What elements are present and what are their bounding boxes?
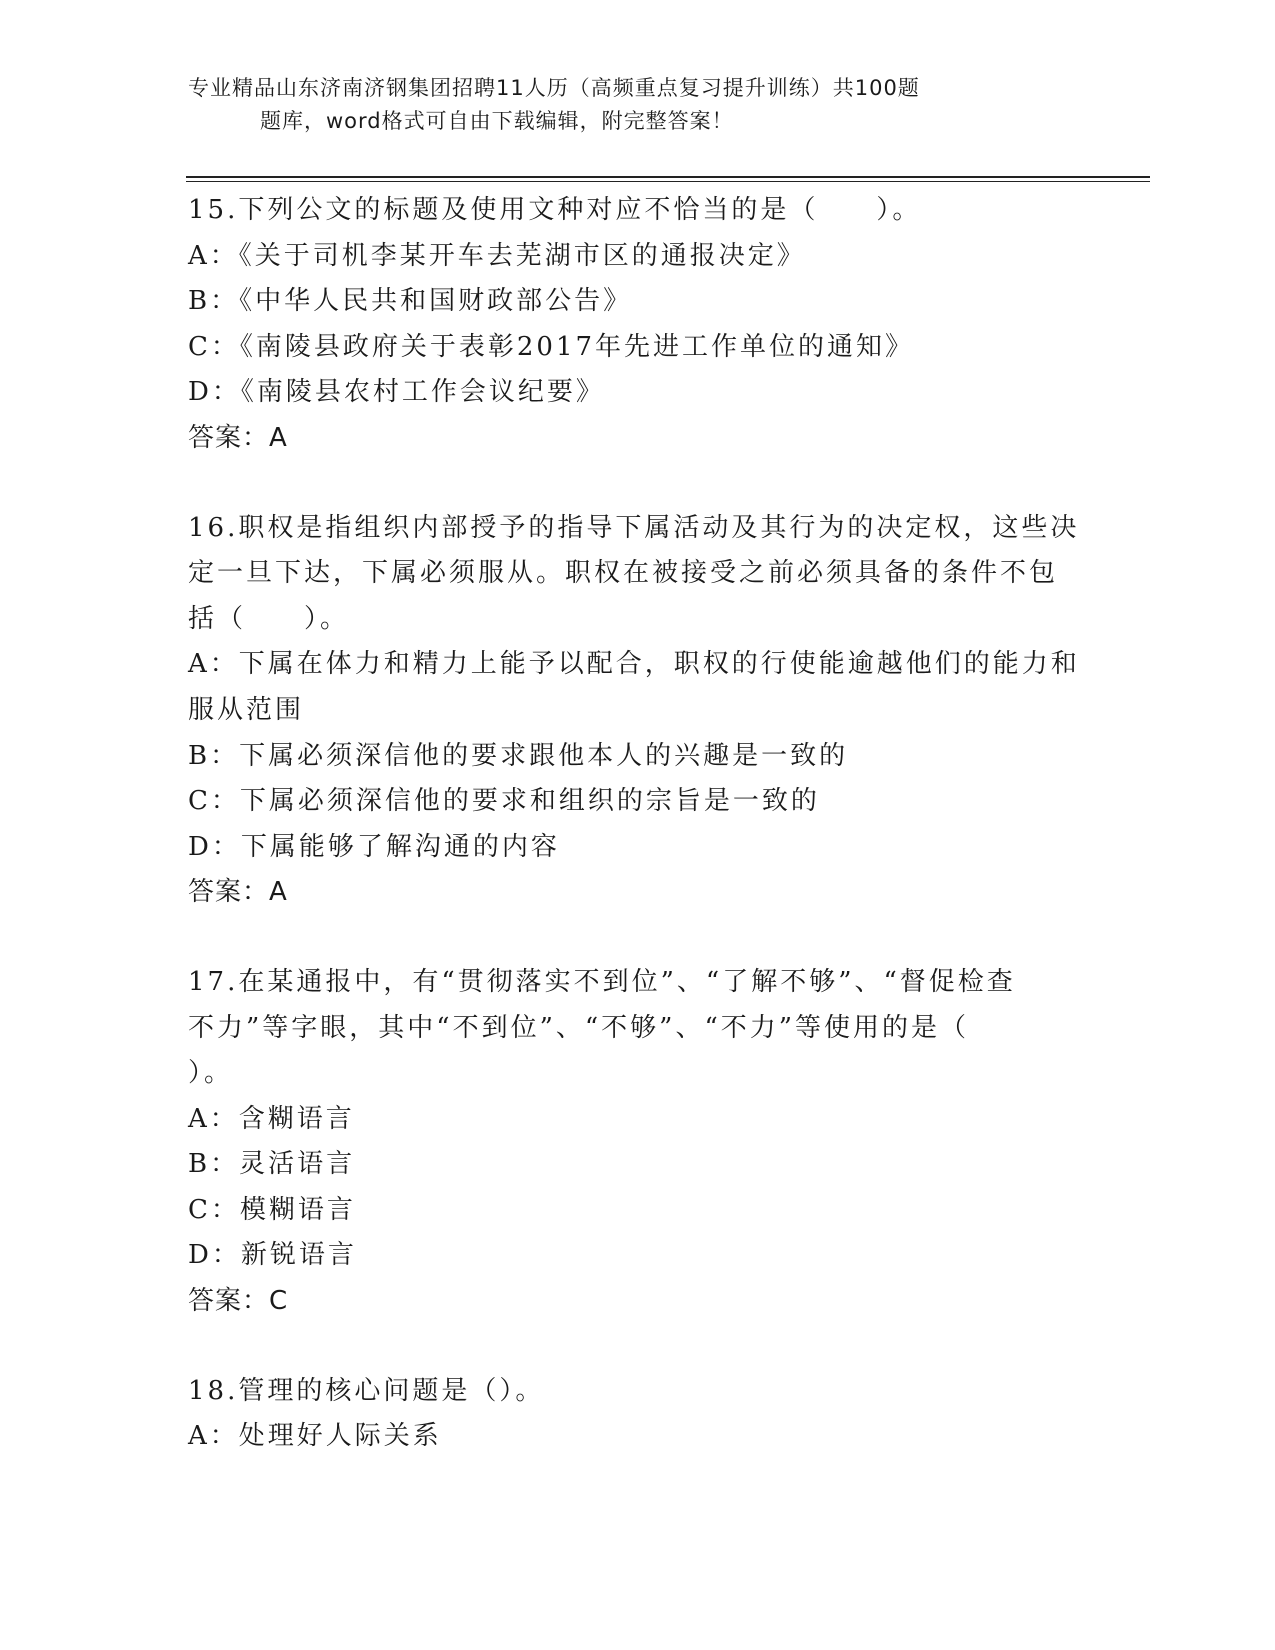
option-a-continued: 服从范围 [188, 694, 305, 725]
option-d: D：新锐语言 [188, 1240, 357, 1271]
answer-line: 答案：A [188, 422, 288, 453]
header-rule-thick [186, 176, 1150, 178]
option-a: A：《关于司机李某开车去芜湖市区的通报决定》 [188, 240, 806, 271]
document-header [188, 72, 1088, 138]
header-rule-thin [186, 181, 1150, 182]
question-15 [188, 188, 1088, 462]
question-stem: 17.在某通报中，有“贯彻落实不到位”、“了解不够”、“督促检查 [188, 966, 1016, 997]
question-stem: 括（ ）。 [188, 603, 350, 634]
question-stem: 定一旦下达，下属必须服从。职权在被接受之前必须具备的条件不包 [188, 558, 1059, 589]
option-a: A：下属在体力和精力上能予以配合，职权的行使能逾越他们的能力和 [188, 649, 1080, 680]
option-a: A：含糊语言 [188, 1103, 355, 1134]
question-stem: ）。 [188, 1058, 234, 1089]
option-b: B：灵活语言 [188, 1149, 356, 1180]
option-c: C：下属必须深信他的要求和组织的宗旨是一致的 [188, 786, 820, 817]
option-a: A：处理好人际关系 [188, 1421, 442, 1452]
option-d: D：下属能够了解沟通的内容 [188, 831, 560, 862]
option-b: B：下属必须深信他的要求跟他本人的兴趣是一致的 [188, 740, 849, 771]
question-stem: 不力”等字眼，其中“不到位”、“不够”、“不力”等使用的是（ [188, 1012, 970, 1043]
question-list [188, 188, 1088, 1504]
question-16 [188, 506, 1088, 916]
option-d: D：《南陵县农村工作会议纪要》 [188, 377, 605, 408]
answer-line: 答案：A [188, 877, 288, 908]
question-18 [188, 1369, 1088, 1460]
header-title-line-1: 专业精品山东济南济钢集团招聘11人历（高频重点复习提升训练）共100题 [188, 76, 920, 100]
question-stem: 18.管理的核心问题是（）。 [188, 1375, 545, 1406]
question-17 [188, 960, 1088, 1325]
option-c: C：模糊语言 [188, 1194, 356, 1225]
question-stem: 15.下列公文的标题及使用文种对应不恰当的是（ ）。 [188, 195, 922, 225]
header-title-line-2: 题库，word格式可自由下载编辑，附完整答案！ [260, 109, 734, 133]
question-stem: 16.职权是指组织内部授予的指导下属活动及其行为的决定权，这些决 [188, 512, 1080, 543]
option-b: B：《中华人民共和国财政部公告》 [188, 286, 633, 317]
option-c: C：《南陵县政府关于表彰2017年先进工作单位的通知》 [188, 331, 915, 362]
answer-line: 答案：C [188, 1286, 289, 1317]
